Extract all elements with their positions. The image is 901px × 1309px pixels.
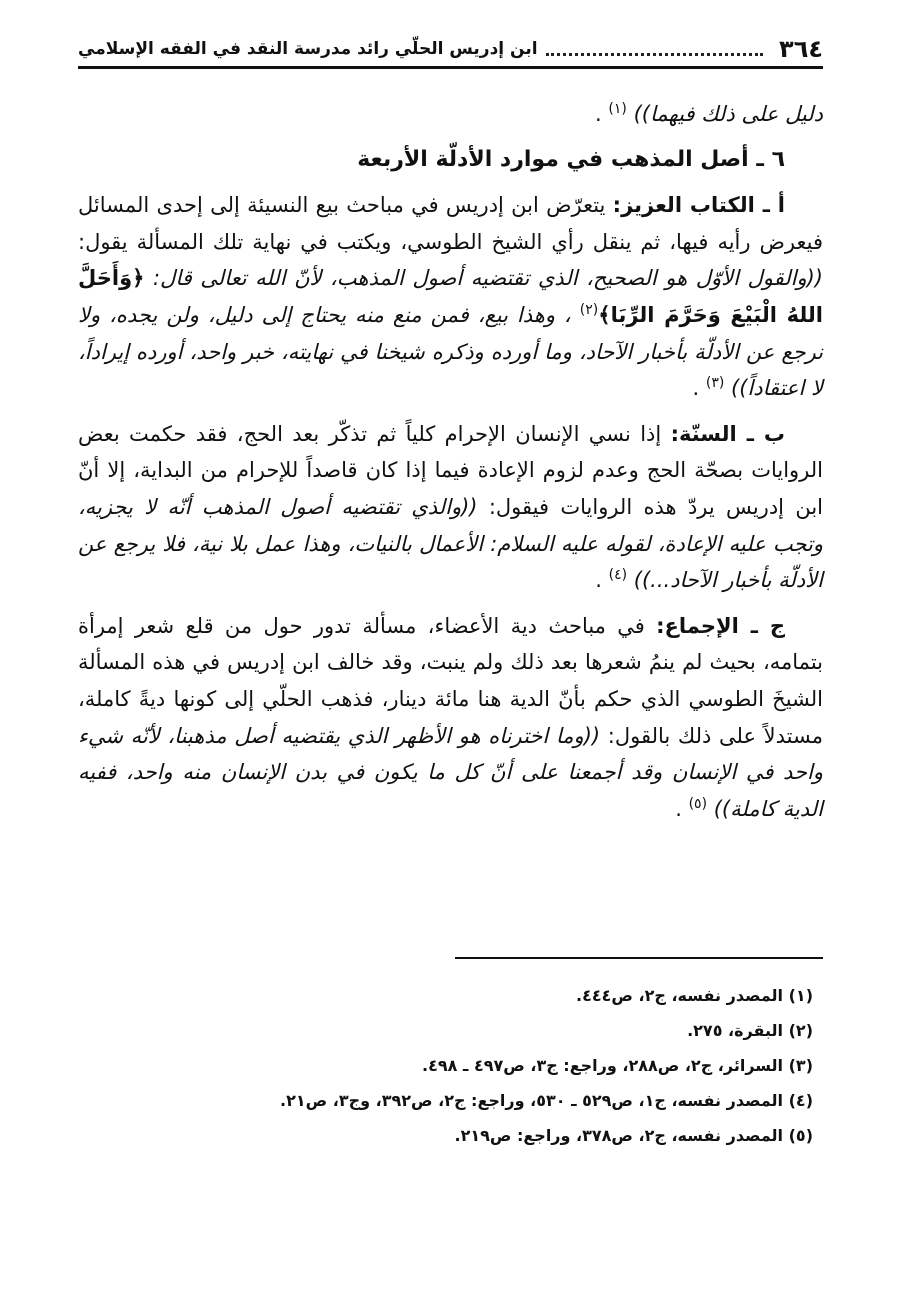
footnote-ref-4: (٤) [608,567,628,584]
footnote-3: (٣) السرائر، ج٢، ص٢٨٨، وراجع: ج٣، ص٤٩٧ ـ ٤٩٨. [421,1056,813,1075]
quran-verse: ﴿وَأَحَلَّ اللهُ الْبَيْعَ وَحَرَّمَ الرِّبَا﴾ [78,266,823,327]
footnote-separator [455,957,823,959]
section-heading: ٦ ـ أصل المذهب في موارد الأدلّة الأربعة [357,146,785,172]
paragraph-ijma: ج ـ الإجماع: في مباحث دية الأعضاء، مسألة تدور حول من قلع شعر إمرأة بتمامه، بحيث لم ينمُ شعرها بعد ذلك ولم ينبت، وقد خالف ابن إدريس في هذه المسألة الشيخَ الطوسي الذي حكم بأنّ الدية هنا مائة دينار، فذهب الحلّي إلى كونها ديةً كاملة، مستدلاً على ذلك بالقول: ((وما اخترناه هو الأظهر الذي يقتضيه أصل مذهبنا، لأنّه شيء واحد في الإنسان وقد أجمعنا على أنّ كل ما يكون في بدن الإنسان منه واحد، ففيه الدية كاملة)) $^{(٥)}$ . [78,613,823,821]
footnote-ref-1: (١) [608,101,627,117]
footnote-4: (٤) المصدر نفسه، ج١، ص٥٢٩ ـ ٥٣٠، وراجع: ج٢، ص٣٩٢، وج٣، ص٢١. [280,1091,813,1110]
paragraph-sunnah: ب ـ السنّة: إذا نسي الإنسان الإحرام كلياً ثم تذكّر بعد الحج، فقد حكمت بعض الروايات بصحّة الحج وعدم لزوم الإعادة فيما إذا كان قاصداً للإحرام من البداية، إلا أنّ ابن إدريس يردّ هذه الروايات فيقول: ((والذي تقتضيه أصول المذهب أنّه لا يجزيه، وتجب عليه الإعادة، لقوله عليه السلام: الأعمال بالنيات، وهذا عمل بلا نية، فلا يرجع عن الأدلّة بأخبار الآحاد...)) $^{(٤)}$ . [78,421,824,593]
footnote-ref-2: (٢) [579,301,599,318]
footnote-2: (٢) البقرة، ٢٧٥. [687,1021,813,1040]
page-number: ٣٦٤ [779,35,823,63]
paragraph-label-book: أ ـ الكتاب العزيز: [612,193,785,218]
running-title: ابن إدريس الحلّي رائد مدرسة النقد في الفقه الإسلامي [78,39,538,59]
header-rule [78,66,823,69]
header-dot-leader [546,53,763,56]
footnotes [78,985,819,1160]
footnote-ref-5: (٥) [688,795,708,812]
running-header [78,28,823,64]
paragraph-label-ijma: ج ـ الإجماع: [656,613,785,638]
main-text [78,96,823,836]
footnote-1: (١) المصدر نفسه، ج٢، ص٤٤٤. [576,986,813,1005]
footnote-5: (٥) المصدر نفسه، ج٢، ص٣٧٨، وراجع: ص٢١٩. [454,1126,813,1145]
paragraph-continuation: دليل على ذلك فيهما)) $^{(١)}$ . [595,101,823,126]
paragraph-book: أ ـ الكتاب العزيز: يتعرّض ابن إدريس في مباحث بيع النسيئة إلى إحدى المسائل فيعرض رأيه فيها، ثم ينقل رأي الشيخ الطوسي، ويكتب في نهاية تلك المسألة يقول: ((والقول الأوّل هو الصحيح، الذي تقتضيه أصول المذهب، لأنّ الله تعالى قال: ﴿وَأَحَلَّ اللهُ الْبَيْعَ وَحَرَّمَ الرِّبَا﴾$^{(٢)}$ ، وهذا بيع، فمن منع منه يحتاج إلى دليل، ولن يجده، ولا نرجع عن الأدلّة بأخبار الآحاد، وما أورده وذكره شيخنا في نهايته، خبر واحد، أورده إيراداً، لا اعتقاداً)) $^{(٣)}$ . [78,193,823,401]
paragraph-label-sunnah: ب ـ السنّة: [670,421,785,446]
footnote-ref-3: (٣) [705,375,725,392]
